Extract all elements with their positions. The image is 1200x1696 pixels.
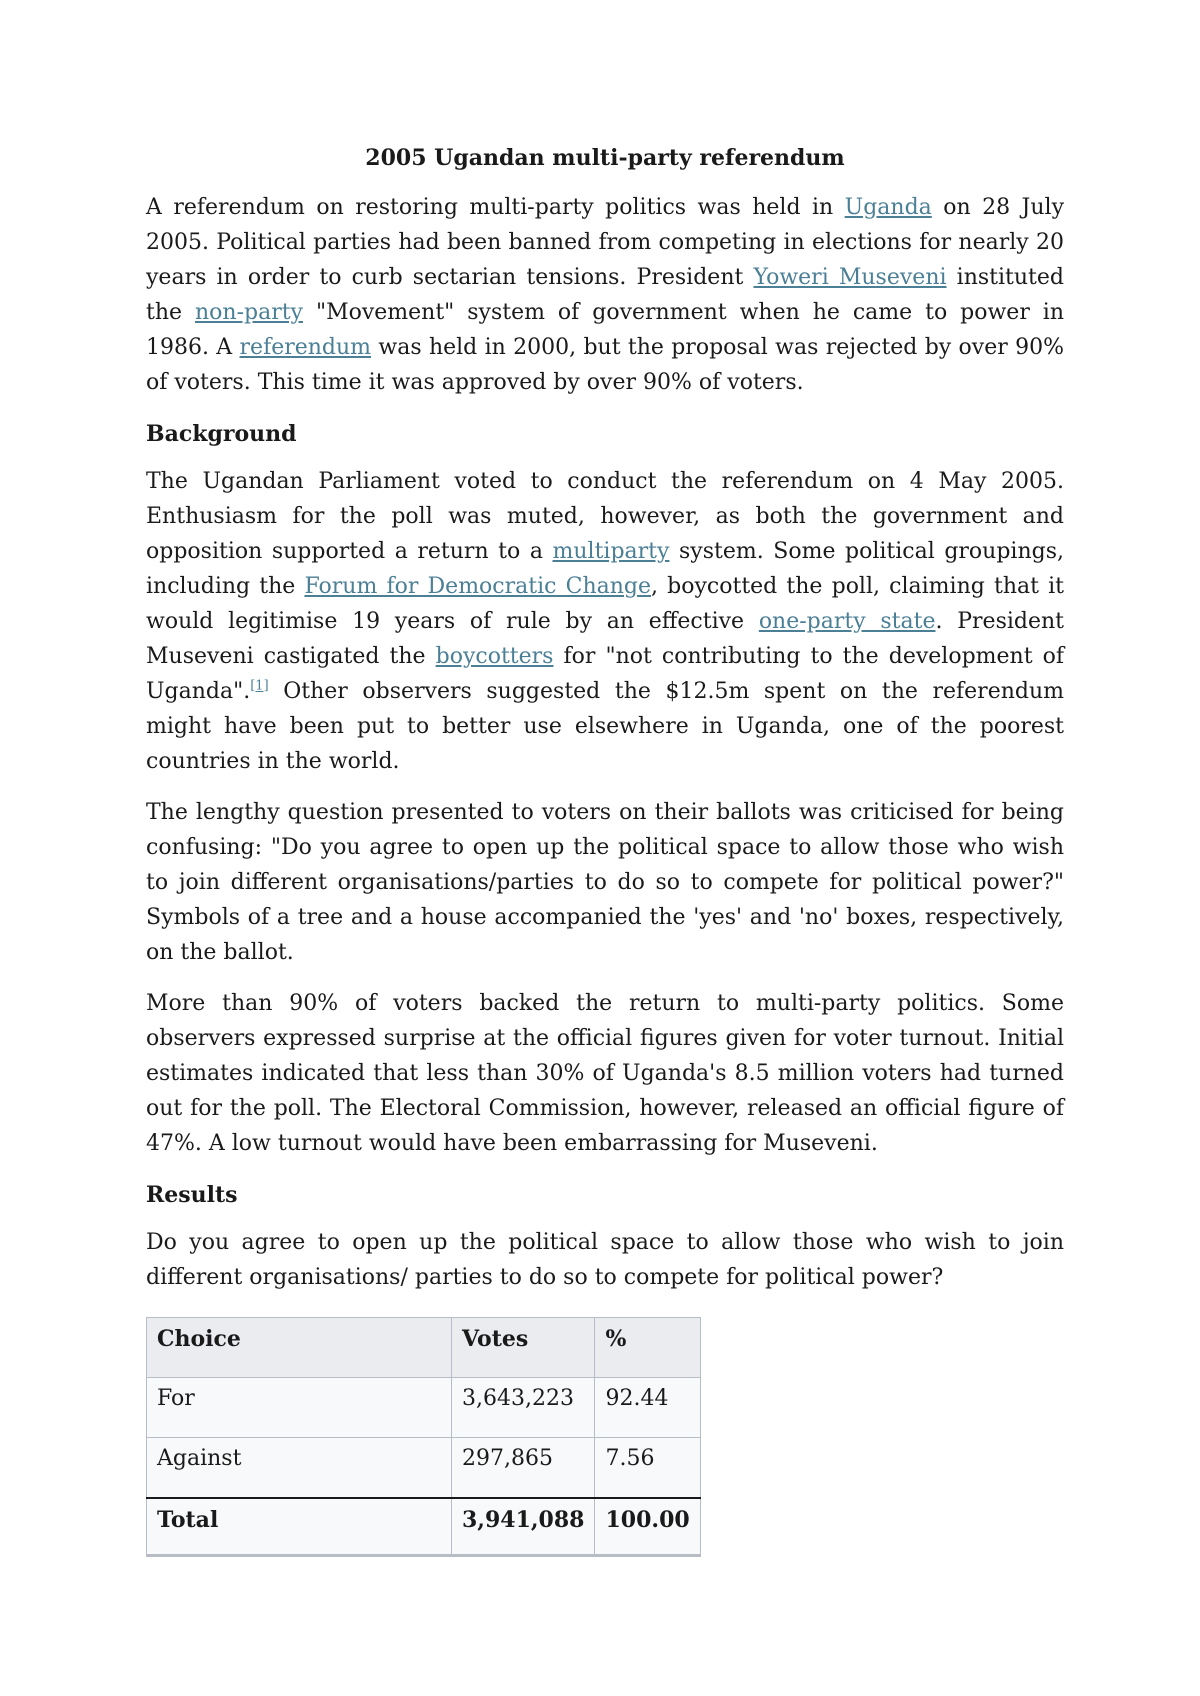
link-multiparty[interactable]: multiparty — [552, 539, 670, 564]
bg-text-6: Other observers suggested the $12.5m spent on the referendum might have been put to better use elsewhere in Uganda, one of the poorest countries in the world. — [146, 679, 1064, 774]
cell-votes: 297,865 — [452, 1438, 595, 1498]
intro-text-2: on 28 July 2005. Political parties had been banned from competing in elections for nearly 20 years in order to curb sectarian tensions. President — [146, 195, 1064, 290]
bg-text-5: for "not contributing to the development of Uganda". — [146, 644, 1064, 704]
background-paragraph-3: More than 90% of voters backed the return to multi-party politics. Some observers expressed surprise at the official figures given for voter turnout. Initial estimates indicated that less than 30% of Uganda's 8.5 million voters had turned out for the poll. The Electoral Commission, however, released an official figure of 47%. A low turnout would have been embarrassing for Museveni. — [146, 991, 1064, 1156]
intro-text-5: was held in 2000, but the proposal was rejected by over 90% of voters. This time it was approved by over 90% of voters. — [146, 335, 1064, 395]
cell-votes: 3,643,223 — [452, 1378, 595, 1438]
header-percent: % — [595, 1318, 700, 1378]
total-label: Total — [147, 1498, 452, 1556]
bg-text-1: The Ugandan Parliament voted to conduct the referendum on 4 May 2005. Enthusiasm for the poll was muted, however, as both the government and opposition supported a return to a — [146, 469, 1064, 564]
cell-choice: For — [147, 1378, 452, 1438]
cell-percent: 92.44 — [595, 1378, 700, 1438]
total-votes: 3,941,088 — [452, 1498, 595, 1556]
reference-link-1[interactable]: [1] — [250, 678, 269, 694]
table-total-row — [147, 1498, 701, 1556]
link-one-party-state[interactable]: one-party state — [758, 609, 936, 634]
cell-percent: 7.56 — [595, 1438, 700, 1498]
document-title: 2005 Ugandan multi-party referendum — [365, 145, 845, 171]
intro-text-1: A referendum on restoring multi-party politics was held in — [146, 195, 845, 220]
background-paragraph-2: The lengthy question presented to voters on their ballots was criticised for being confusing: "Do you agree to open up the political space to allow those who wish to join different organisations/parties to do so to compete for political power?" Symbols of a tree and a house accompanied the 'yes' and 'no' boxes, respectively, on the ballot. — [146, 800, 1064, 965]
results-question: Do you agree to open up the political space to allow those who wish to join different organisations/ parties to do so to compete for political power? — [146, 1230, 1064, 1290]
bg-text-2: system. Some political groupings, including the — [146, 539, 1064, 599]
reference-sup — [250, 679, 268, 694]
results-heading: Results — [146, 1182, 238, 1208]
intro-paragraph — [146, 190, 1064, 400]
header-choice: Choice — [147, 1318, 452, 1378]
link-referendum[interactable]: referendum — [239, 335, 372, 360]
total-percent: 100.00 — [595, 1498, 700, 1556]
results-table — [146, 1317, 701, 1557]
link-forum-for-democratic-change[interactable]: Forum for Democratic Change — [304, 574, 651, 599]
bg-text-3: , boycotted the poll, claiming that it would legitimise 19 years of rule by an effective — [146, 574, 1064, 634]
background-heading: Background — [146, 421, 297, 447]
bg-text-4: . President Museveni castigated the — [146, 609, 1065, 669]
intro-text-4: "Movement" system of government when he came to power in 1986. A — [146, 300, 1064, 360]
table-row — [147, 1378, 701, 1438]
document-page — [146, 140, 1064, 1557]
background-paragraph-1 — [146, 464, 1064, 779]
link-uganda[interactable]: Uganda — [844, 195, 932, 220]
cell-choice: Against — [147, 1438, 452, 1498]
link-boycotters[interactable]: boycotters — [435, 644, 554, 669]
table-row — [147, 1438, 701, 1498]
link-non-party[interactable]: non-party — [194, 300, 303, 325]
header-votes: Votes — [452, 1318, 595, 1378]
link-yoweri-museveni[interactable]: Yoweri Museveni — [753, 265, 947, 290]
intro-text-3: instituted the — [146, 265, 1064, 325]
results-header-row — [147, 1318, 701, 1378]
